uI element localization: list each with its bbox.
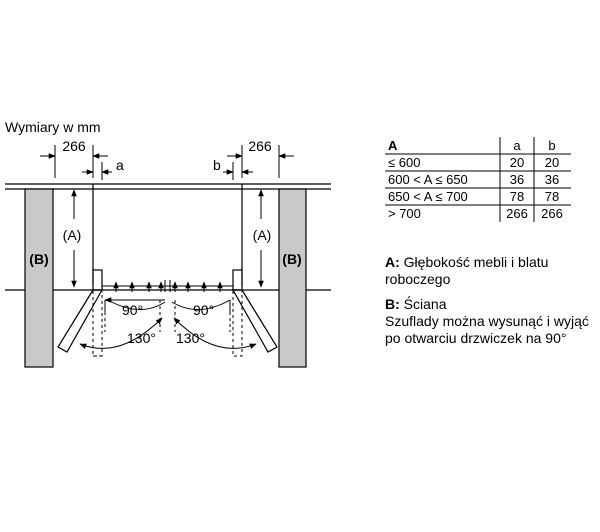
angle-90-right: 90° [193, 302, 215, 318]
dimension-266-left-label: 266 [62, 138, 86, 154]
countertop [5, 184, 331, 189]
table-cell-a: 36 [509, 172, 525, 187]
legend-b-key: B: [385, 296, 400, 312]
angle-90-left: 90° [122, 302, 144, 318]
angle-130-right: 130° [176, 330, 205, 346]
legend-b-label: Ściana [403, 296, 447, 312]
dimension-266-left [40, 138, 108, 178]
wall-label-left: (B) [29, 251, 49, 267]
table-cell-b: 20 [544, 155, 560, 170]
dimension-a [82, 157, 124, 180]
depth-dimension-right [253, 190, 272, 287]
table-header-b: b [548, 138, 556, 153]
table-cell-b: 266 [541, 206, 563, 221]
wall-right [279, 189, 306, 367]
legend-a-line2: roboczego [385, 271, 451, 287]
legend-a [385, 254, 595, 288]
table-header-range: A [388, 138, 398, 153]
appliance-body [93, 184, 242, 292]
depth-dimension-left [63, 190, 82, 287]
dimension-266-right-label: 266 [248, 138, 272, 154]
dimension-266-right [227, 138, 294, 178]
units-label: Wymiary w mm [5, 119, 101, 135]
dimension-b-label: b [213, 157, 221, 173]
table-cell-a: 78 [509, 189, 525, 204]
table-cell-range: 650 < A ≤ 700 [388, 189, 468, 204]
wall-left [25, 189, 53, 367]
table-cell-a: 266 [506, 206, 528, 221]
table-cell-b: 36 [544, 172, 560, 187]
table-header-a: a [513, 138, 521, 153]
legend-a-key: A: [385, 254, 400, 270]
table-cell-a: 20 [509, 155, 525, 170]
table-cell-b: 78 [544, 189, 560, 204]
legend-b-line2: Szuflady można wysunąć i wyjąć [385, 313, 589, 329]
dimension-table [385, 137, 571, 222]
wall-label-right: (B) [282, 251, 302, 267]
dimension-b [213, 157, 253, 180]
table-cell-range: 600 < A ≤ 650 [388, 172, 468, 187]
depth-label-right: (A) [252, 227, 272, 243]
dimension-a-label: a [116, 157, 124, 173]
angle-130-left: 130° [127, 330, 156, 346]
legend-b-line3: po otwarciu drzwiczek na 90° [385, 330, 567, 346]
legend-a-line1: Głębokość mebli i blatu [403, 254, 549, 270]
depth-label-left: (A) [62, 227, 82, 243]
table-cell-range: ≤ 600 [388, 155, 421, 170]
legend-b [385, 296, 597, 347]
table-cell-range: > 700 [388, 206, 421, 221]
